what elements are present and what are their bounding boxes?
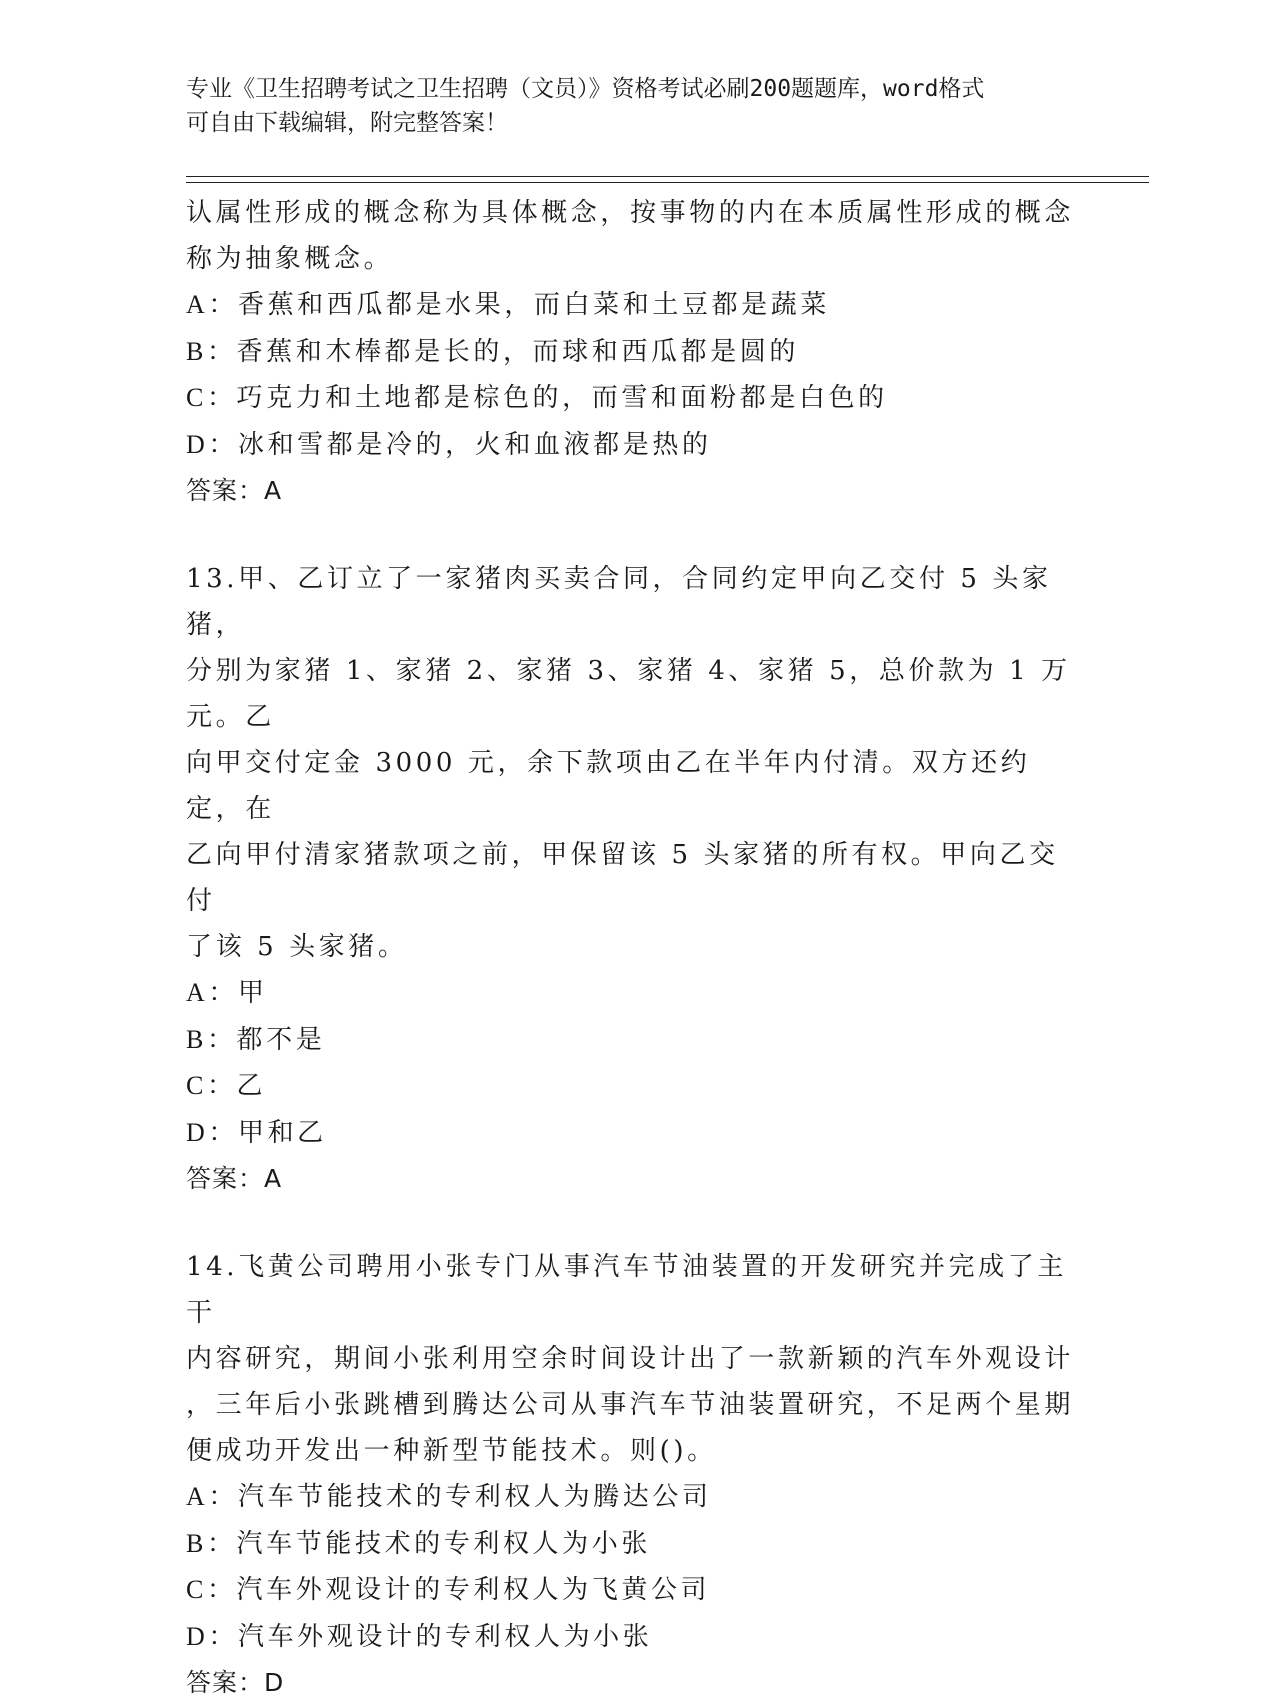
answer-line: 答案：A xyxy=(186,476,283,505)
header-rule-top xyxy=(186,176,1149,177)
question-text-line: 乙向甲付清家猪款项之前，甲保留该 5 头家猪的所有权。甲向乙交付 xyxy=(186,840,1059,916)
option-d: D：冰和雪都是冷的，火和血液都是热的 xyxy=(186,429,712,460)
page-content xyxy=(186,190,1086,1706)
header-line-1: 专业《卫生招聘考试之卫生招聘（文员）》资格考试必刷200题题库，word格式 xyxy=(186,76,985,102)
question-13 xyxy=(186,556,1086,1202)
question-text-line: 向甲交付定金 3000 元，余下款项由乙在半年内付清。双方还约定，在 xyxy=(186,748,1031,824)
page-header xyxy=(186,72,1086,140)
answer-line: 答案：A xyxy=(186,1164,283,1193)
option-b: B：汽车节能技术的专利权人为小张 xyxy=(186,1528,651,1559)
option-b: B：都不是 xyxy=(186,1024,326,1055)
spacer xyxy=(186,1202,1086,1244)
question-text-line: 便成功开发出一种新型节能技术。则()。 xyxy=(186,1436,717,1466)
option-a: A：香蕉和西瓜都是水果，而白菜和土豆都是蔬菜 xyxy=(186,290,830,320)
question-text-line: 13.甲、乙订立了一家猪肉买卖合同，合同约定甲向乙交付 5 头家猪， xyxy=(186,564,1052,640)
question-text-line: 认属性形成的概念称为具体概念，按事物的内在本质属性形成的概念 xyxy=(186,198,1075,228)
question-12-continuation xyxy=(186,190,1086,514)
question-text-line: 内容研究，期间小张利用空余时间设计出了一款新颖的汽车外观设计 xyxy=(186,1344,1075,1374)
option-a: A：汽车节能技术的专利权人为腾达公司 xyxy=(186,1482,712,1512)
question-text-line: 了该 5 头家猪。 xyxy=(186,932,408,962)
option-c: C：汽车外观设计的专利权人为飞黄公司 xyxy=(186,1575,711,1605)
option-b: B：香蕉和木棒都是长的，而球和西瓜都是圆的 xyxy=(186,336,799,367)
option-c: C：乙 xyxy=(186,1071,267,1101)
question-text-line: 14.飞黄公司聘用小张专门从事汽车节油装置的开发研究并完成了主干 xyxy=(186,1252,1067,1328)
option-a: A：甲 xyxy=(186,978,268,1008)
header-line-2: 可自由下载编辑，附完整答案！ xyxy=(186,110,508,136)
spacer xyxy=(186,514,1086,556)
answer-line: 答案：D xyxy=(186,1668,285,1697)
question-text-line: 称为抽象概念。 xyxy=(186,244,394,274)
option-d: D：甲和乙 xyxy=(186,1117,327,1148)
question-14 xyxy=(186,1244,1086,1706)
question-text-line: ，三年后小张跳槽到腾达公司从事汽车节油装置研究，不足两个星期 xyxy=(186,1390,1075,1420)
option-d: D：汽车外观设计的专利权人为小张 xyxy=(186,1621,653,1652)
header-rule-bottom xyxy=(186,182,1149,183)
question-text-line: 分别为家猪 1、家猪 2、家猪 3、家猪 4、家猪 5，总价款为 1 万元。乙 xyxy=(186,656,1071,732)
option-c: C：巧克力和土地都是棕色的，而雪和面粉都是白色的 xyxy=(186,383,888,413)
